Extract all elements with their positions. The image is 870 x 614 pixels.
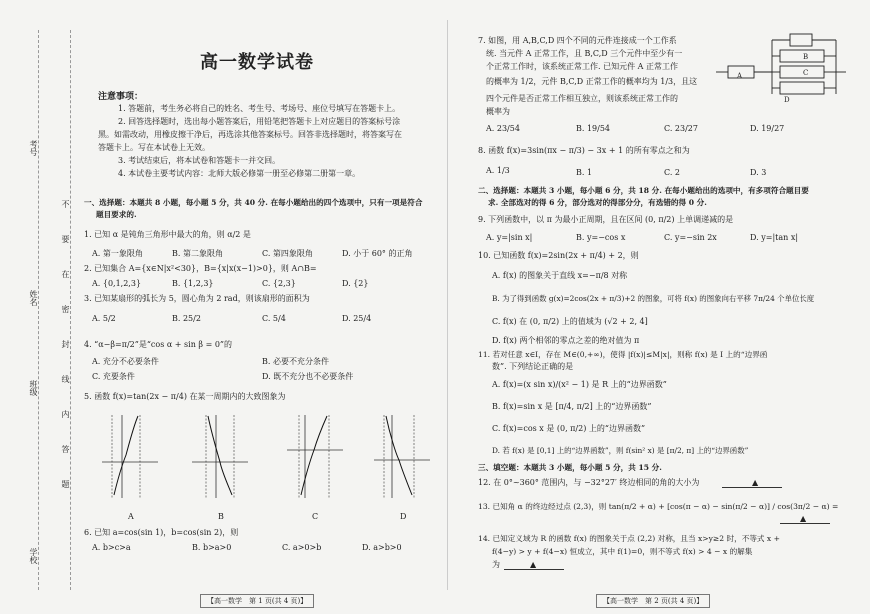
- footer-page-2: 【高一数学 第 2 页(共 4 页)】: [596, 594, 710, 608]
- note-line: 4. 本试卷主要考试内容：北师大版必修第一册至必修第二册第一章。: [118, 169, 361, 178]
- q7-line: 概率为: [486, 107, 510, 116]
- q3-option-d: D. 25/4: [342, 314, 372, 323]
- q5-graph-c: [285, 410, 345, 500]
- q9-option-c: C. y=−sin 2x: [664, 233, 717, 242]
- q2-option-d: D. {2}: [342, 279, 369, 288]
- q4-option-b: B. 必要不充分条件: [262, 357, 329, 366]
- q2-option-c: C. {2,3}: [262, 279, 296, 288]
- q6-option-c: C. a>0>b: [282, 543, 322, 552]
- section2-heading-cont: 求. 全部选对的得 6 分，部分选对的得部分分，有选错的得 0 分.: [488, 198, 707, 207]
- notes-heading: 注意事项：: [98, 92, 144, 102]
- q12-answer-line: [722, 487, 782, 488]
- q11-option-d: D. 若 f(x) 是 [0,1] 上的“边界函数”，则 f(sin² x) 是 [π/2, π] 上的“边界函数”: [492, 446, 749, 455]
- q8-stem: 8. 函数 f(x)=3sin(πx − π/3) − 3x + 1 的所有零点之和为: [478, 146, 690, 155]
- q1-stem: 1. 已知 α 是钝角三角形中最大的角，则 α/2 是: [84, 230, 251, 239]
- q14-line: 14. 已知定义域为 R 的函数 f(x) 的图象关于点 (2,2) 对称，且当 x>y≥2 时，不等式 x +: [478, 534, 780, 543]
- section1-heading: 一、选择题：本题共 8 小题，每小题 5 分，共 40 分. 在每小题给出的四个选项中，只有一项是符合: [84, 198, 423, 207]
- q8-option-b: B. 1: [576, 168, 593, 177]
- q6-option-b: B. b>a>0: [192, 543, 232, 552]
- q14-answer-line: [504, 569, 564, 570]
- seal-char: 要: [61, 235, 70, 243]
- q5-graph-a: [100, 410, 160, 500]
- q2-option-b: B. {1,2,3}: [172, 279, 214, 288]
- q5-label-a: A: [128, 512, 134, 521]
- q13-blank: ▲: [800, 514, 807, 523]
- q6-stem: 6. 已知 a=cos(sin 1)，b=cos(sin 2)，则: [84, 528, 239, 537]
- q14-line: f(4−y) > y + f(4−x) 恒成立，其中 f(1)=0，则不等式 f(x) > 4 − x 的解集: [492, 547, 753, 556]
- q3-option-b: B. 25/2: [172, 314, 201, 323]
- q7-line: 的概率为 1/2，元件 B,C,D 正常工作的概率均为 1/3，且这: [486, 77, 698, 86]
- q7-circuit-label-d: D: [784, 96, 790, 104]
- seal-char: 线: [61, 375, 70, 383]
- q11-option-c: C. f(x)=cos x 是 (0, π/2) 上的“边界函数”: [492, 424, 646, 433]
- note-line: 3. 考试结束后，将本试卷和答题卡一并交回。: [118, 156, 281, 165]
- note-line: 黑。如需改动，用橡皮擦干净后，再选涂其他答案标号。回答非选择题时，将答案写在: [98, 130, 402, 139]
- seal-char: 在: [61, 270, 70, 278]
- section1-heading-cont: 题目要求的.: [96, 210, 137, 219]
- side-label-xingming: 姓名: [29, 290, 38, 306]
- q7-option-a: A. 23/54: [486, 124, 520, 133]
- q11-option-a: A. f(x)=(x sin x)/(x² − 1) 是 R 上的“边界函数”: [492, 380, 667, 389]
- q4-stem: 4. “α−β=π/2”是“cos α + sin β = 0”的: [84, 340, 233, 349]
- q5-label-c: C: [312, 512, 319, 521]
- q9-option-d: D. y=|tan x|: [750, 233, 799, 242]
- note-line: 2. 回答选择题时，选出每小题答案后，用铅笔把答题卡上对应题目的答案标号涂: [118, 117, 401, 126]
- seal-char: 题: [61, 480, 70, 488]
- q13-answer-line: [780, 523, 830, 524]
- q7-option-c: C. 23/27: [664, 124, 698, 133]
- q6-option-a: A. b>c>a: [92, 543, 131, 552]
- q12-stem: 12. 在 0°~360° 范围内，与 −32°27′ 终边相同的角的大小为: [478, 478, 700, 487]
- page-divider: [447, 20, 448, 590]
- seal-char: 答: [61, 445, 70, 453]
- seal-char: 内: [61, 410, 70, 418]
- q7-option-b: B. 19/54: [576, 124, 611, 133]
- q7-line: 个正常工作时，该系统正常工作. 已知元件 A 正常工作: [486, 62, 678, 71]
- q9-option-a: A. y=|sin x|: [486, 233, 533, 242]
- q1-option-b: B. 第二象限角: [172, 249, 223, 258]
- q2-option-a: A. {0,1,2,3}: [92, 279, 142, 288]
- page-title: 高一数学试卷: [200, 52, 314, 73]
- q2-stem: 2. 已知集合 A={x∈N|x²<30}，B={x|x(x−1)>0}，则 A∩B=: [84, 264, 317, 273]
- q3-stem: 3. 已知某扇形的弧长为 5，圆心角为 2 rad，则该扇形的面积为: [84, 294, 310, 303]
- seal-line-outer: [38, 30, 39, 590]
- q1-option-a: A. 第一象限角: [92, 249, 143, 258]
- q6-option-d: D. a>b>0: [362, 543, 402, 552]
- q4-option-d: D. 既不充分也不必要条件: [262, 372, 354, 381]
- q10-option-c: C. f(x) 在 (0, π/2) 上的值域为 (√2 + 2, 4]: [492, 317, 648, 326]
- q9-stem: 9. 下列函数中，以 π 为最小正周期，且在区间 (0, π/2) 上单调递减的是: [478, 215, 734, 224]
- section2-heading: 二、选择题：本题共 3 小题，每小题 6 分，共 18 分. 在每小题给出的选项中，有多项符合题目要: [478, 186, 809, 195]
- q7-option-d: D. 19/27: [750, 124, 785, 133]
- note-line: 答题卡上。写在本试卷上无效。: [98, 143, 210, 152]
- section3-heading: 三、填空题：本题共 3 小题，每小题 5 分，共 15 分.: [478, 463, 662, 472]
- q7-circuit-diagram: [716, 32, 846, 104]
- q11-line: 数”. 下列结论正确的是: [492, 362, 574, 371]
- side-label-xuexiao: 学校: [29, 548, 38, 564]
- q8-option-a: A. 1/3: [486, 166, 510, 175]
- q3-option-c: C. 5/4: [262, 314, 286, 323]
- q8-option-d: D. 3: [750, 168, 767, 177]
- q14-blank: ▲: [530, 560, 537, 569]
- q1-option-d: D. 小于 60° 的正角: [342, 249, 413, 258]
- q5-stem: 5. 函数 f(x)=tan(2x − π/4) 在某一周期内的大致图象为: [84, 392, 286, 401]
- q7-circuit-label-c: C: [803, 69, 809, 77]
- note-line: 1. 答题前，考生务必将自己的姓名、考生号、考场号、座位号填写在答题卡上。: [118, 104, 401, 113]
- q1-option-c: C. 第四象限角: [262, 249, 313, 258]
- q5-graph-d: [372, 410, 432, 500]
- q10-option-b: B. 为了得到函数 g(x)=2cos(2x + π/3)+2 的图象，可将 f(x) 的图象向右平移 7π/24 个单位长度: [492, 294, 815, 303]
- q13-stem: 13. 已知角 α 的终边经过点 (2,3)，则 tan(π/2 + α) + [cos(π − α) − sin(π/2 − α)] / cos(3π/2 − α) =: [478, 502, 839, 511]
- q7-circuit-label-a: A: [737, 72, 743, 80]
- q7-line: 四个元件是否正常工作相互独立，则该系统正常工作的: [486, 94, 678, 103]
- side-label-kaohao: 考号: [29, 140, 38, 156]
- q3-option-a: A. 5/2: [92, 314, 116, 323]
- q9-option-b: B. y=−cos x: [576, 233, 626, 242]
- q7-circuit-label-b: B: [803, 53, 809, 61]
- q12-blank: ▲: [752, 478, 759, 487]
- q4-option-a: A. 充分不必要条件: [92, 357, 159, 366]
- seal-char: 封: [61, 340, 70, 348]
- q10-option-d: D. f(x) 两个相邻的零点之差的绝对值为 π: [492, 336, 640, 345]
- q8-option-c: C. 2: [664, 168, 681, 177]
- q14-line: 为: [492, 560, 500, 569]
- q10-stem: 10. 已知函数 f(x)=2sin(2x + π/4) + 2，则: [478, 251, 639, 260]
- q10-option-a: A. f(x) 的图象关于直线 x=−π/8 对称: [492, 271, 628, 280]
- q7-line: 7. 如图，用 A,B,C,D 四个不同的元件连接成一个工作系: [478, 36, 677, 45]
- q5-label-b: B: [218, 512, 224, 521]
- q5-label-d: D: [400, 512, 407, 521]
- q5-graph-b: [190, 410, 250, 500]
- q11-option-b: B. f(x)=sin x 是 [π/4, π/2] 上的“边界函数”: [492, 402, 652, 411]
- q4-option-c: C. 充要条件: [92, 372, 135, 381]
- seal-char: 不: [61, 200, 70, 208]
- side-label-banji: 班级: [29, 380, 38, 396]
- q7-line: 统. 当元件 A 正常工作，且 B,C,D 三个元件中至少有一: [486, 49, 683, 58]
- footer-page-1: 【高一数学 第 1 页(共 4 页)】: [200, 594, 314, 608]
- q11-line: 11. 若对任意 x∈I，存在 M∈(0,+∞)，使得 |f(x)|≤M|x|，则称 f(x) 是 I 上的“边界函: [478, 350, 768, 359]
- seal-char: 密: [61, 305, 70, 313]
